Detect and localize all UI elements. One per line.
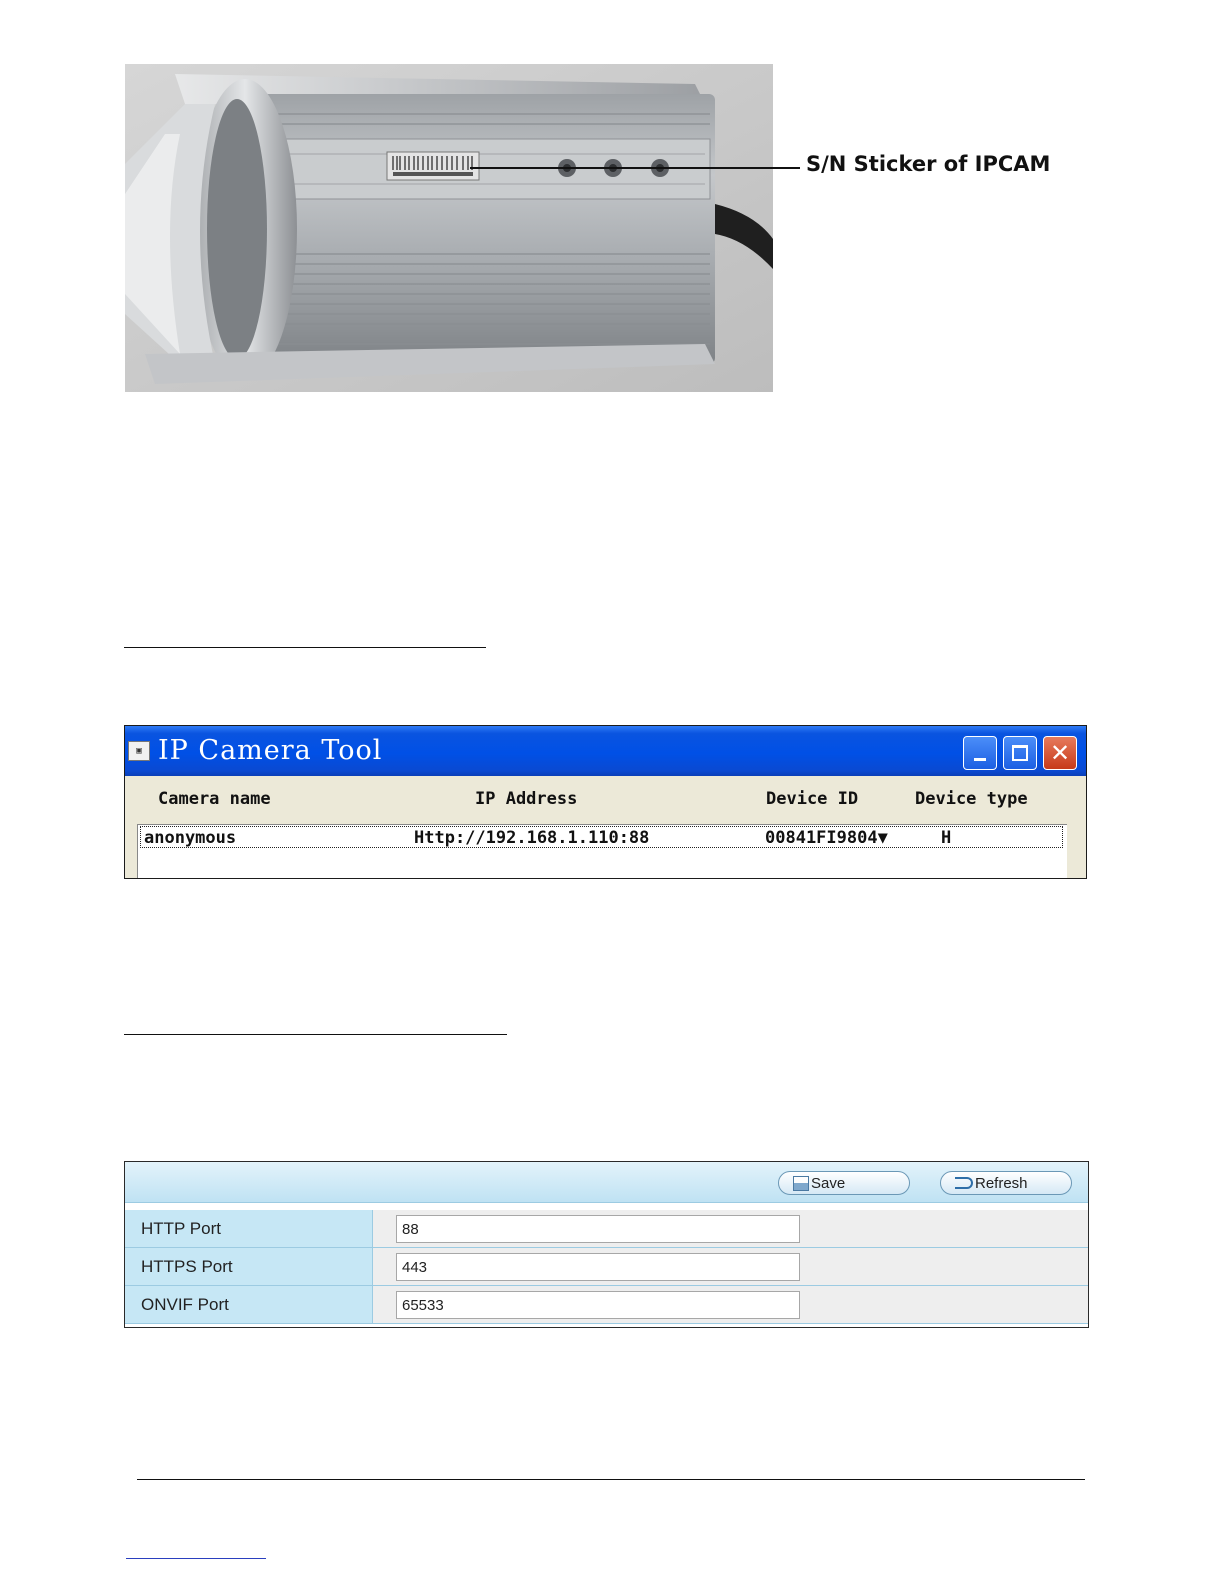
- device-type-cell: H: [941, 828, 952, 848]
- sn-sticker-callout: S/N Sticker of IPCAM: [806, 152, 1051, 176]
- callout-pointer-line: [470, 167, 800, 169]
- column-header-camera-name[interactable]: Camera name: [158, 789, 271, 809]
- section-underline: [124, 647, 486, 648]
- column-header-ip-address[interactable]: IP Address: [475, 789, 578, 809]
- camera-name-cell: anonymous: [144, 828, 237, 848]
- section-underline: [124, 1034, 507, 1035]
- https-port-label-cell: [125, 1248, 373, 1285]
- minimize-button[interactable]: [963, 736, 997, 770]
- refresh-button[interactable]: [940, 1171, 1072, 1195]
- minimize-icon: [974, 758, 986, 761]
- save-button[interactable]: [778, 1171, 910, 1195]
- https-port-value-cell: [373, 1248, 1088, 1285]
- refresh-icon: [955, 1177, 973, 1189]
- camera-list: [137, 824, 1067, 879]
- ip-address-cell: Http://192.168.1.110:88: [414, 828, 650, 848]
- window-titlebar[interactable]: [125, 726, 1086, 776]
- footer-link-underline: [126, 1558, 266, 1559]
- port-settings-panel: [124, 1161, 1089, 1328]
- close-button[interactable]: [1043, 736, 1077, 770]
- refresh-button-label: Refresh: [975, 1174, 1028, 1192]
- save-icon: [793, 1176, 809, 1191]
- onvif-port-label-cell: [125, 1286, 373, 1323]
- onvif-port-input[interactable]: [396, 1291, 800, 1319]
- https-port-label: HTTPS Port: [141, 1257, 233, 1276]
- http-port-input[interactable]: [396, 1215, 800, 1243]
- https-port-row: [125, 1248, 1088, 1286]
- http-port-label: HTTP Port: [141, 1219, 221, 1238]
- maximize-icon: [1012, 745, 1028, 761]
- window-title: IP Camera Tool: [158, 735, 383, 766]
- https-port-input[interactable]: [396, 1253, 800, 1281]
- http-port-value-cell: [373, 1210, 1088, 1247]
- device-id-cell: 00841FI9804▼: [765, 828, 888, 848]
- close-icon: ✕: [1049, 739, 1071, 767]
- column-header-device-id[interactable]: Device ID: [766, 789, 859, 809]
- footer-divider: [137, 1479, 1085, 1480]
- onvif-port-value-cell: [373, 1286, 1088, 1323]
- app-icon: ▣: [128, 741, 150, 761]
- http-port-row: [125, 1210, 1088, 1248]
- camera-list-row[interactable]: [140, 826, 1063, 848]
- column-header-device-type[interactable]: Device type: [915, 789, 1028, 809]
- camera-photo: [125, 64, 773, 392]
- port-settings-toolbar: [125, 1162, 1088, 1203]
- http-port-label-cell: [125, 1210, 373, 1247]
- maximize-button[interactable]: [1003, 736, 1037, 770]
- onvif-port-row: [125, 1286, 1088, 1324]
- save-button-label: Save: [811, 1174, 846, 1192]
- onvif-port-label: ONVIF Port: [141, 1295, 229, 1314]
- ip-camera-tool-window: [124, 725, 1087, 879]
- camera-photo-illustration: [125, 64, 773, 392]
